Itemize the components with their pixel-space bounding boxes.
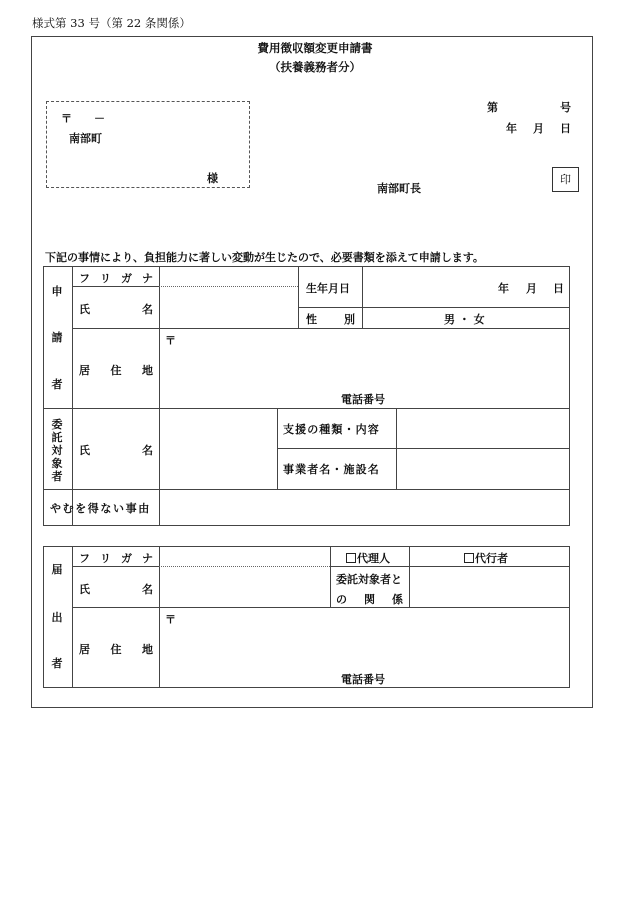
relation-label-line2: の 関 係 [336, 593, 403, 606]
date-year: 年 [506, 122, 517, 135]
applicant-furigana-label: フ リ ガ ナ [79, 272, 153, 285]
sex-label: 性 別 [306, 313, 355, 326]
form-title: 費用徴収額変更申請書 [257, 41, 373, 55]
intro-text: 下記の事情により、負担能力に著しい変動が生じたので、必要書類を添えて申請します。 [45, 251, 484, 264]
applicant-char-2: 請 [51, 331, 63, 344]
sex-value: 男 ・ 女 [444, 313, 485, 326]
applicant-residence-label: 居 住 地 [79, 364, 153, 377]
doc-number-suffix: 号 [560, 101, 571, 114]
unavoidable-reason-label: やむを得ない事由 [50, 502, 151, 515]
proxy-option[interactable]: 代行者 [464, 550, 508, 566]
relation-label-line1: 委託対象者と [336, 573, 402, 586]
support-label: 支援の種類・内容 [283, 423, 380, 436]
applicant-postal-mark: 〒 [165, 334, 176, 347]
notifier-char-1: 届 [51, 563, 63, 576]
applicant-name-label: 氏 名 [79, 303, 153, 316]
agent-checkbox-icon[interactable] [346, 553, 356, 563]
applicant-char-3: 者 [51, 378, 63, 391]
notifier-name-label: 氏 名 [79, 583, 153, 596]
birthdate-label: 生年月日 [306, 282, 350, 295]
notifier-furigana-label: フ リ ガ ナ [79, 552, 153, 565]
address-honorific: 様 [207, 172, 218, 185]
agent-option[interactable]: 代理人 [346, 550, 390, 566]
notifier-residence-label: 居 住 地 [79, 643, 153, 656]
address-town: 南部町 [69, 132, 102, 145]
date-day: 日 [560, 122, 571, 135]
address-postal-mark: 〒 [61, 112, 72, 125]
applicant-char-1: 申 [51, 285, 63, 298]
doc-number-prefix: 第 [487, 101, 498, 114]
business-label: 事業者名・施設名 [283, 463, 380, 476]
form-number: 様式第 33 号（第 22 条関係） [32, 16, 191, 30]
applicant-phone-label: 電話番号 [341, 393, 385, 406]
date-month: 月 [533, 122, 544, 135]
birthdate-year: 年 [498, 282, 509, 295]
form-subtitle: （扶養義務者分） [269, 60, 361, 74]
mayor-label: 南部町長 [377, 182, 421, 195]
delegate-section-label: 委 託 対 象 者 [51, 418, 63, 483]
notifier-char-2: 出 [51, 611, 63, 624]
notifier-table [43, 546, 570, 688]
notifier-phone-label: 電話番号 [341, 673, 385, 686]
proxy-checkbox-icon[interactable] [464, 553, 474, 563]
notifier-postal-mark: 〒 [165, 613, 176, 626]
address-postal-dash: － [94, 112, 105, 125]
birthdate-month: 月 [526, 282, 537, 295]
birthdate-day: 日 [553, 282, 564, 295]
seal-box: 印 [552, 167, 579, 192]
notifier-char-3: 者 [51, 657, 63, 670]
delegate-name-label: 氏 名 [79, 444, 153, 457]
